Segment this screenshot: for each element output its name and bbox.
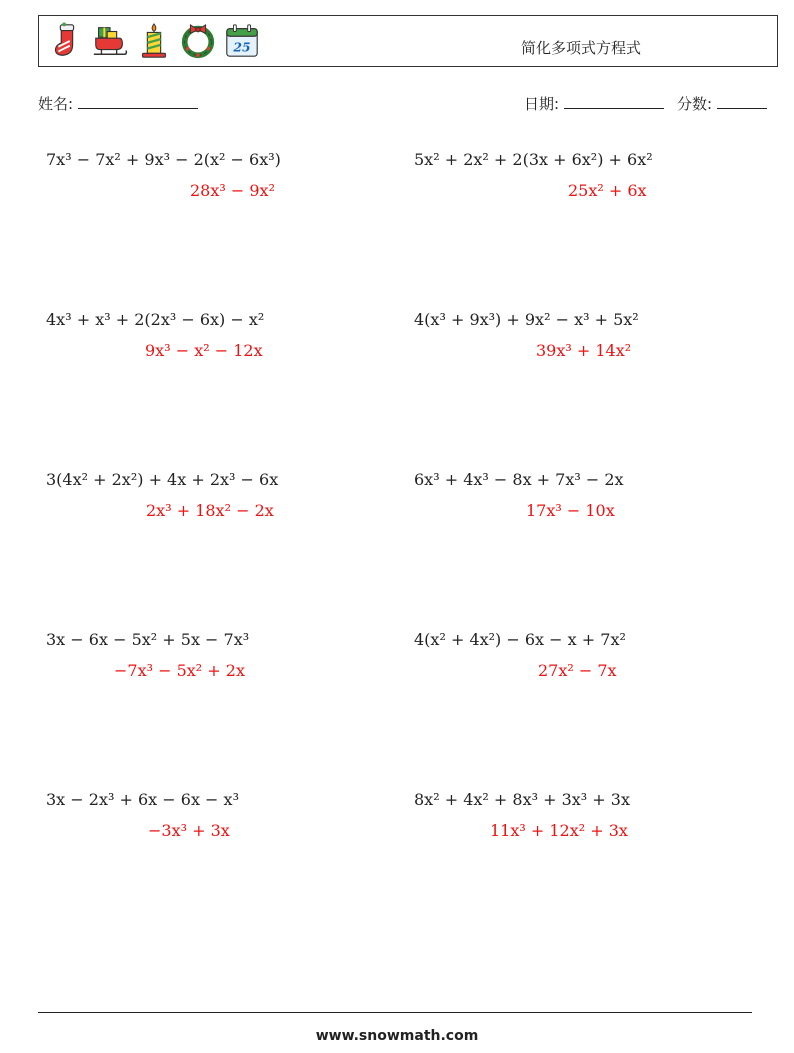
name-field — [38, 93, 198, 114]
problem-expression: 4(x² + 4x²) − 6x − x + 7x² — [414, 630, 626, 649]
calendar-day-text: 25 — [233, 39, 251, 55]
problem-answer: 25x² + 6x — [568, 181, 647, 200]
date-field — [524, 93, 664, 114]
problem-answer: 17x³ − 10x — [526, 501, 615, 520]
problem-expression: 4(x³ + 9x³) + 9x² − x³ + 5x² — [414, 310, 639, 329]
problem-answer: −7x³ − 5x² + 2x — [114, 661, 245, 680]
problem-expression: 3x − 6x − 5x² + 5x − 7x³ — [46, 630, 250, 649]
problem-expression: 8x² + 4x² + 8x³ + 3x³ + 3x — [414, 790, 630, 809]
score-blank[interactable] — [717, 108, 767, 109]
problem-expression: 7x³ − 7x² + 9x³ − 2(x² − 6x³) — [46, 150, 281, 169]
score-field — [677, 93, 767, 114]
date-label: 日期: — [524, 95, 560, 113]
problem-answer: 9x³ − x² − 12x — [145, 341, 263, 360]
problem-answer: 39x³ + 14x² — [536, 341, 632, 360]
footer-url[interactable]: www.snowmath.com — [315, 1028, 479, 1044]
candle-icon — [135, 22, 173, 60]
score-label: 分数: — [677, 95, 713, 113]
problem-expression: 5x² + 2x² + 2(3x + 6x²) + 6x² — [414, 150, 653, 169]
christmas-stocking-icon — [47, 22, 85, 60]
problem-answer: 11x³ + 12x² + 3x — [490, 821, 628, 840]
problem-answer: 27x² − 7x — [538, 661, 617, 680]
santa-sleigh-icon — [91, 22, 129, 60]
calendar-25-icon — [223, 22, 261, 60]
holiday-icons — [47, 22, 261, 62]
name-label: 姓名: — [38, 95, 74, 113]
problem-answer: −3x³ + 3x — [148, 821, 230, 840]
name-blank[interactable] — [78, 108, 198, 109]
problem-expression: 3(4x² + 2x²) + 4x + 2x³ − 6x — [46, 470, 279, 489]
problem-answer: 28x³ − 9x² — [190, 181, 275, 200]
date-blank[interactable] — [564, 108, 664, 109]
footer-divider — [38, 1012, 752, 1013]
problem-answer: 2x³ + 18x² − 2x — [146, 501, 274, 520]
worksheet-title: 简化多项式方程式 — [521, 39, 642, 57]
problem-expression: 6x³ + 4x³ − 8x + 7x³ − 2x — [414, 470, 624, 489]
worksheet-header — [38, 15, 778, 67]
problem-expression: 4x³ + x³ + 2(2x³ − 6x) − x² — [46, 310, 265, 329]
wreath-icon — [179, 22, 217, 60]
problem-expression: 3x − 2x³ + 6x − 6x − x³ — [46, 790, 239, 809]
